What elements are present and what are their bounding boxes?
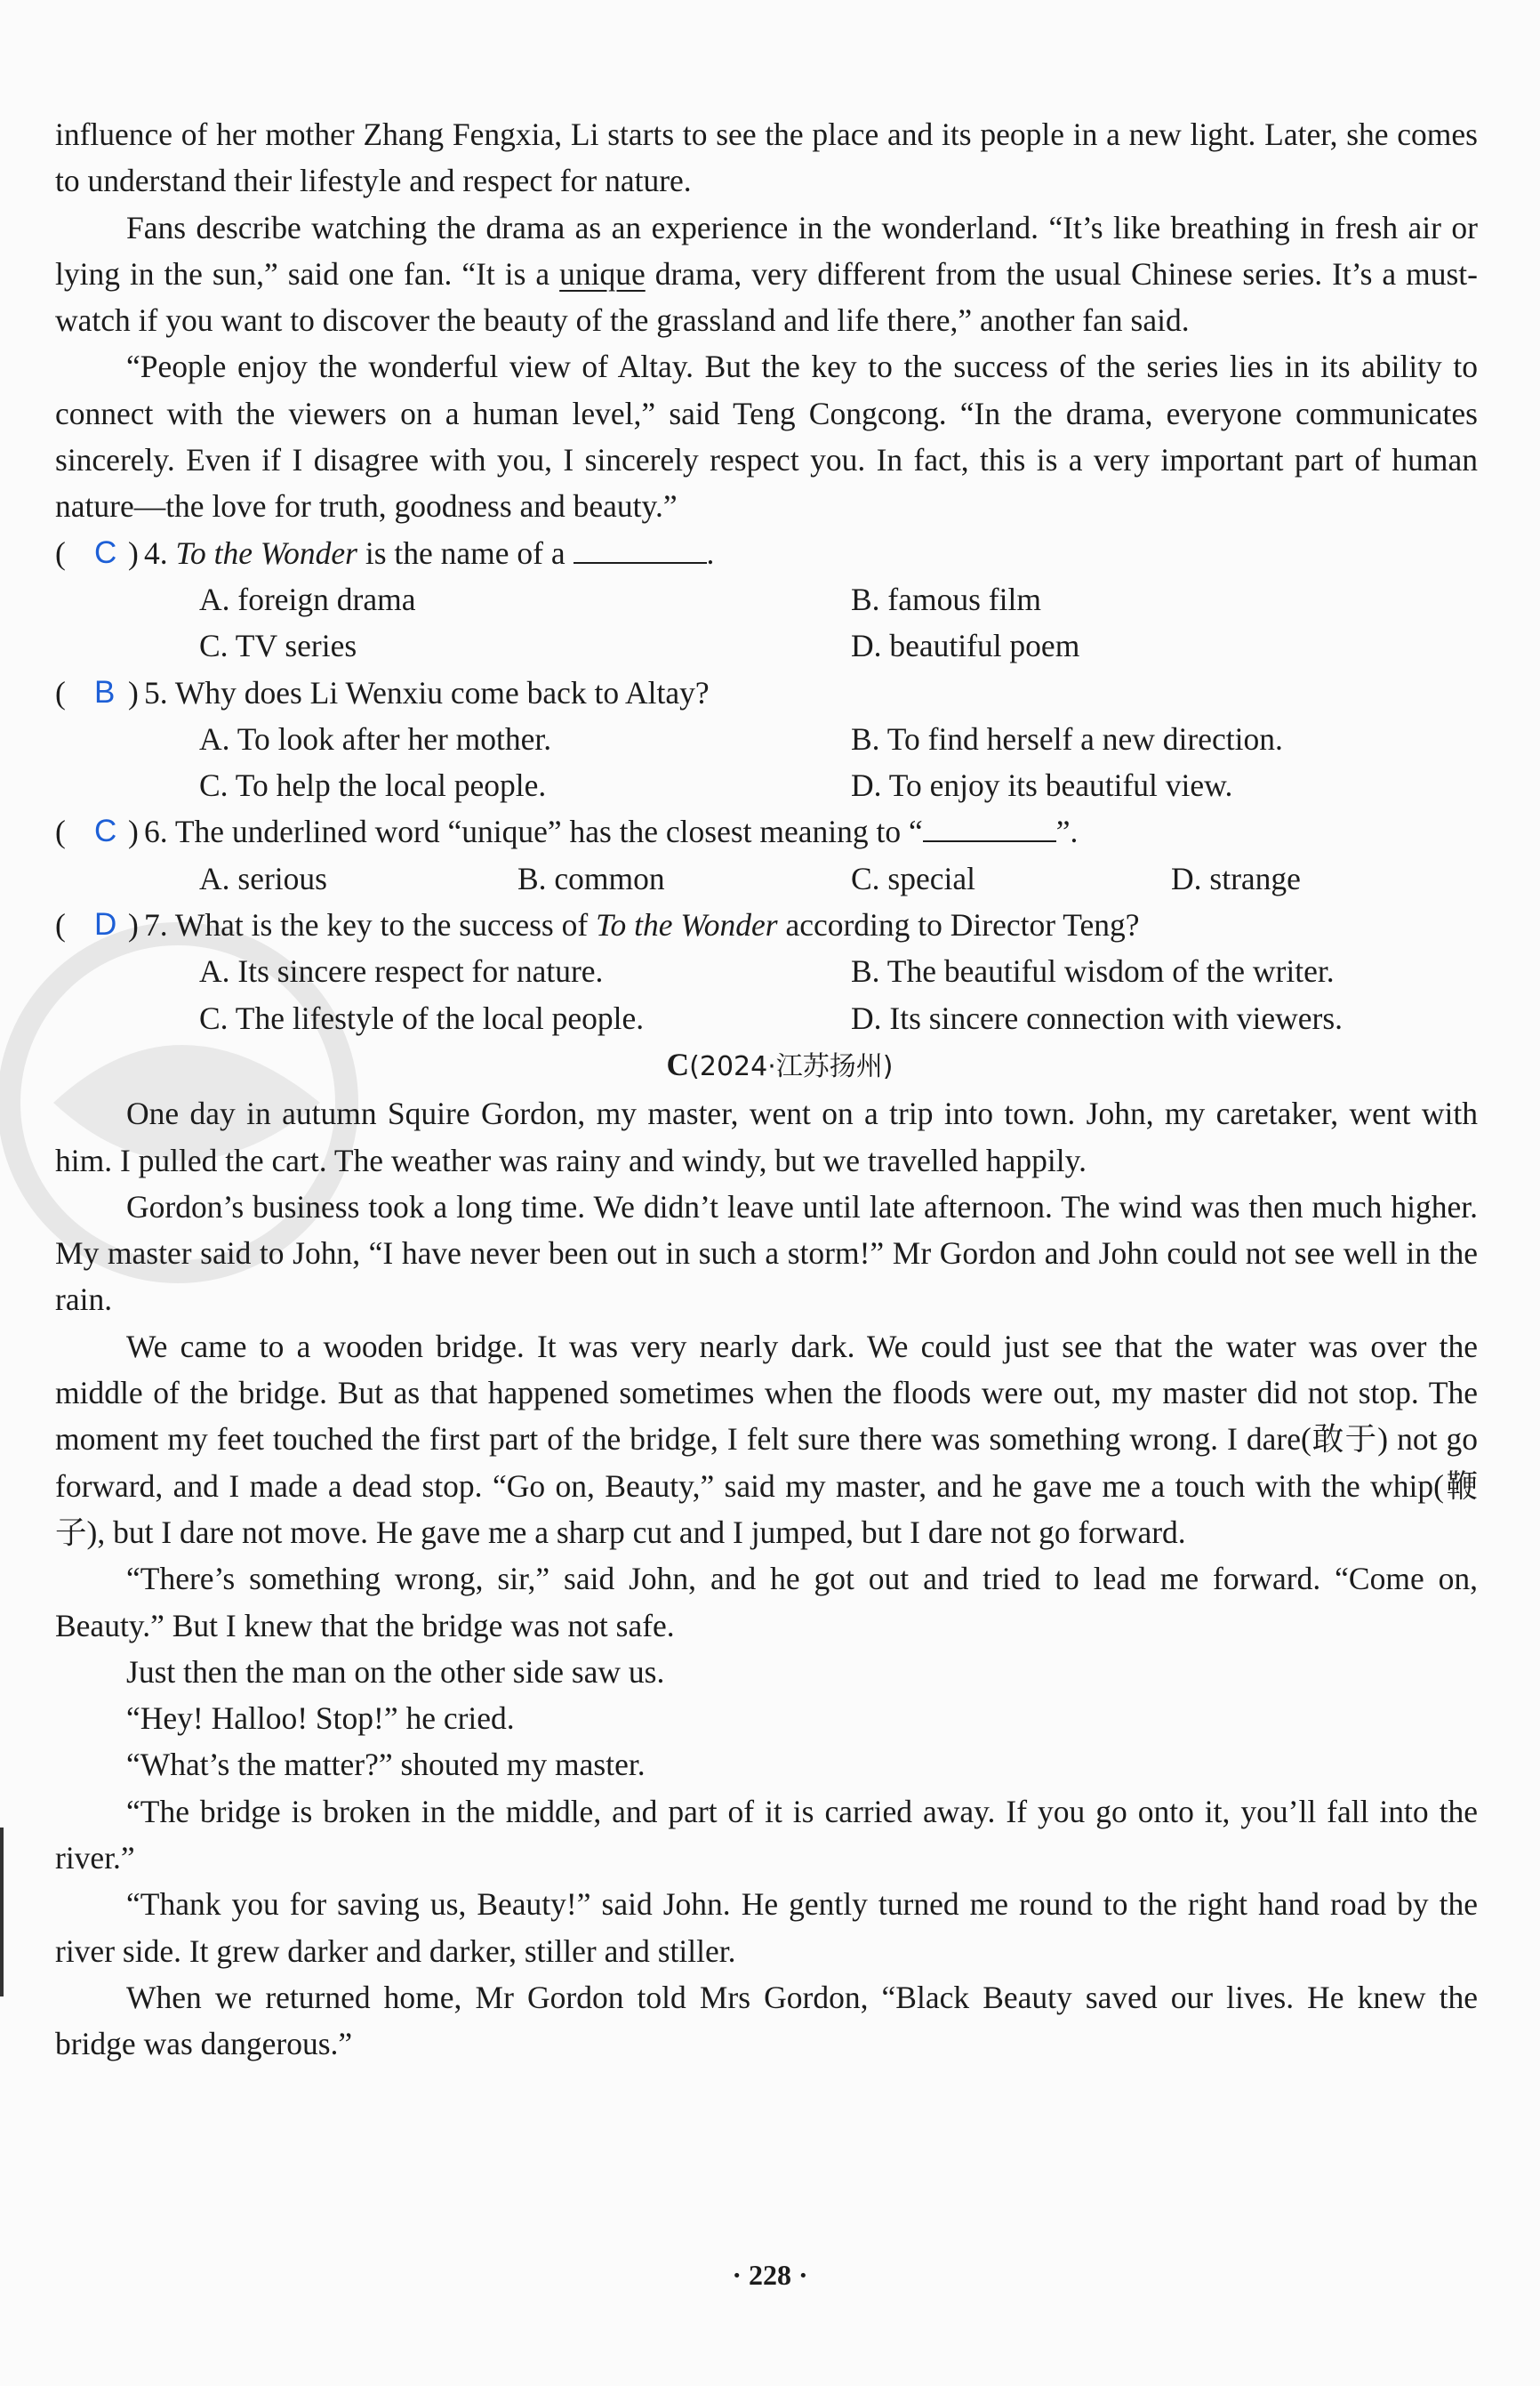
- underlined-word: unique: [559, 255, 646, 292]
- option: C. The lifestyle of the local people.: [199, 1000, 645, 1036]
- option: D. Its sincere connection with viewers.: [851, 1000, 1343, 1036]
- answer-mark: C: [94, 534, 117, 570]
- option: B. To find herself a new direction.: [851, 720, 1283, 757]
- option: A. To look after her mother.: [199, 720, 552, 757]
- paragraph: “People enjoy the wonderful view of Altay. But the key to the success of the series lies in its ability to connect with the viewers on a human level,” said Teng Congcong. “In the drama, everyone communicates sincerely. Even if I disagree with you, I sincerely respect you. In fact, this is a very important part of human nature—the love for truth, goodness and beauty.”: [55, 349, 1478, 525]
- options-row: [55, 762, 1478, 808]
- answer-mark: D: [94, 907, 117, 943]
- paragraph: influence of her mother Zhang Fengxia, Li starts to see the place and its people in a new light. Later, she comes to understand their lifestyle and respect for nature.: [55, 116, 1478, 199]
- options-row: [55, 623, 1478, 669]
- option: A. Its sincere respect for nature.: [199, 953, 604, 990]
- answer-mark: B: [94, 674, 116, 710]
- document-page: [55, 111, 1478, 2067]
- options-row: [55, 995, 1478, 1041]
- option: C. To help the local people.: [199, 767, 547, 804]
- options-row: [55, 576, 1478, 623]
- option: D. strange: [1171, 860, 1301, 896]
- options-row: [55, 948, 1478, 994]
- option: B. The beautiful wisdom of the writer.: [851, 953, 1335, 990]
- margin-bar: [0, 1828, 4, 1996]
- paragraph: Gordon’s business took a long time. We didn’t leave until late afternoon. The wind was then much higher. My master said to John, “I have never been out in such a storm!” Mr Gordon and John could not see well in the rain.: [55, 1188, 1478, 1318]
- paragraph: “What’s the matter?” shouted my master.: [126, 1747, 646, 1783]
- option: A. serious: [199, 860, 327, 896]
- section-heading: C(2024·江苏扬州): [666, 1046, 894, 1082]
- question-7: ( D ) 7. What is the key to the success of To the Wonder according to Director Teng?: [55, 902, 1478, 948]
- options-row: [55, 856, 1478, 902]
- paragraph: “The bridge is broken in the middle, and part of it is carried away. If you go onto it, you’ll fall into the river.”: [55, 1793, 1478, 1876]
- answer-blank: [573, 535, 707, 564]
- paragraph: “Hey! Halloo! Stop!” he cried.: [126, 1700, 515, 1737]
- option: A. foreign drama: [199, 581, 416, 617]
- paragraph: One day in autumn Squire Gordon, my master, went on a trip into town. John, my caretaker, went with him. I pulled the cart. The weather was rainy and windy, but we travelled happily.: [55, 1096, 1478, 1178]
- option: D. To enjoy its beautiful view.: [851, 767, 1233, 804]
- paragraph: “Thank you for saving us, Beauty!” said John. He gently turned me round to the right hand road by the river side. It grew darker and darker, stiller and stiller.: [55, 1886, 1478, 1969]
- question-4: ( C ) 4. To the Wonder is the name of a .: [55, 530, 1478, 576]
- question-5: ( B ) 5. Why does Li Wenxiu come back to Altay?: [55, 670, 1478, 716]
- page-number: · 228 ·: [732, 2259, 808, 2291]
- option: B. common: [517, 860, 665, 896]
- option: C. special: [851, 860, 975, 896]
- paragraph: When we returned home, Mr Gordon told Mrs Gordon, “Black Beauty saved our lives. He knew the bridge was dangerous.”: [55, 1979, 1478, 2062]
- question-6: ( C ) 6. The underlined word “unique” has the closest meaning to “ ”.: [55, 808, 1478, 855]
- option: B. famous film: [851, 581, 1041, 617]
- option: C. TV series: [199, 628, 357, 664]
- answer-mark: C: [94, 814, 117, 849]
- paragraph: Fans describe watching the drama as an experience in the wonderland. “It’s like breathing in fresh air or lying in the sun,” said one fan. “It is a unique drama, very different from the usual Chinese series. It’s a must-watch if you want to discover the beauty of the grassland and life there,” another fan said.: [55, 209, 1478, 339]
- options-row: [55, 716, 1478, 762]
- paragraph: We came to a wooden bridge. It was very nearly dark. We could just see that the water was over the middle of the bridge. But as that happened sometimes when the floods were out, my master did not stop. The moment my feet touched the first part of the bridge, I felt sure there was something wrong. I dare(敢于) not go forward, and I made a dead stop. “Go on, Beauty,” said my master, and he gave me a touch with the whip(鞭子), but I dare not move. He gave me a sharp cut and I jumped, but I dare not go forward.: [55, 1328, 1478, 1550]
- paragraph: Just then the man on the other side saw us.: [126, 1653, 665, 1690]
- answer-blank: [923, 814, 1056, 842]
- paragraph: “There’s something wrong, sir,” said John, and he got out and tried to lead me forward. “Come on, Beauty.” But I knew that the bridge was not safe.: [55, 1561, 1478, 1643]
- option: D. beautiful poem: [851, 628, 1080, 664]
